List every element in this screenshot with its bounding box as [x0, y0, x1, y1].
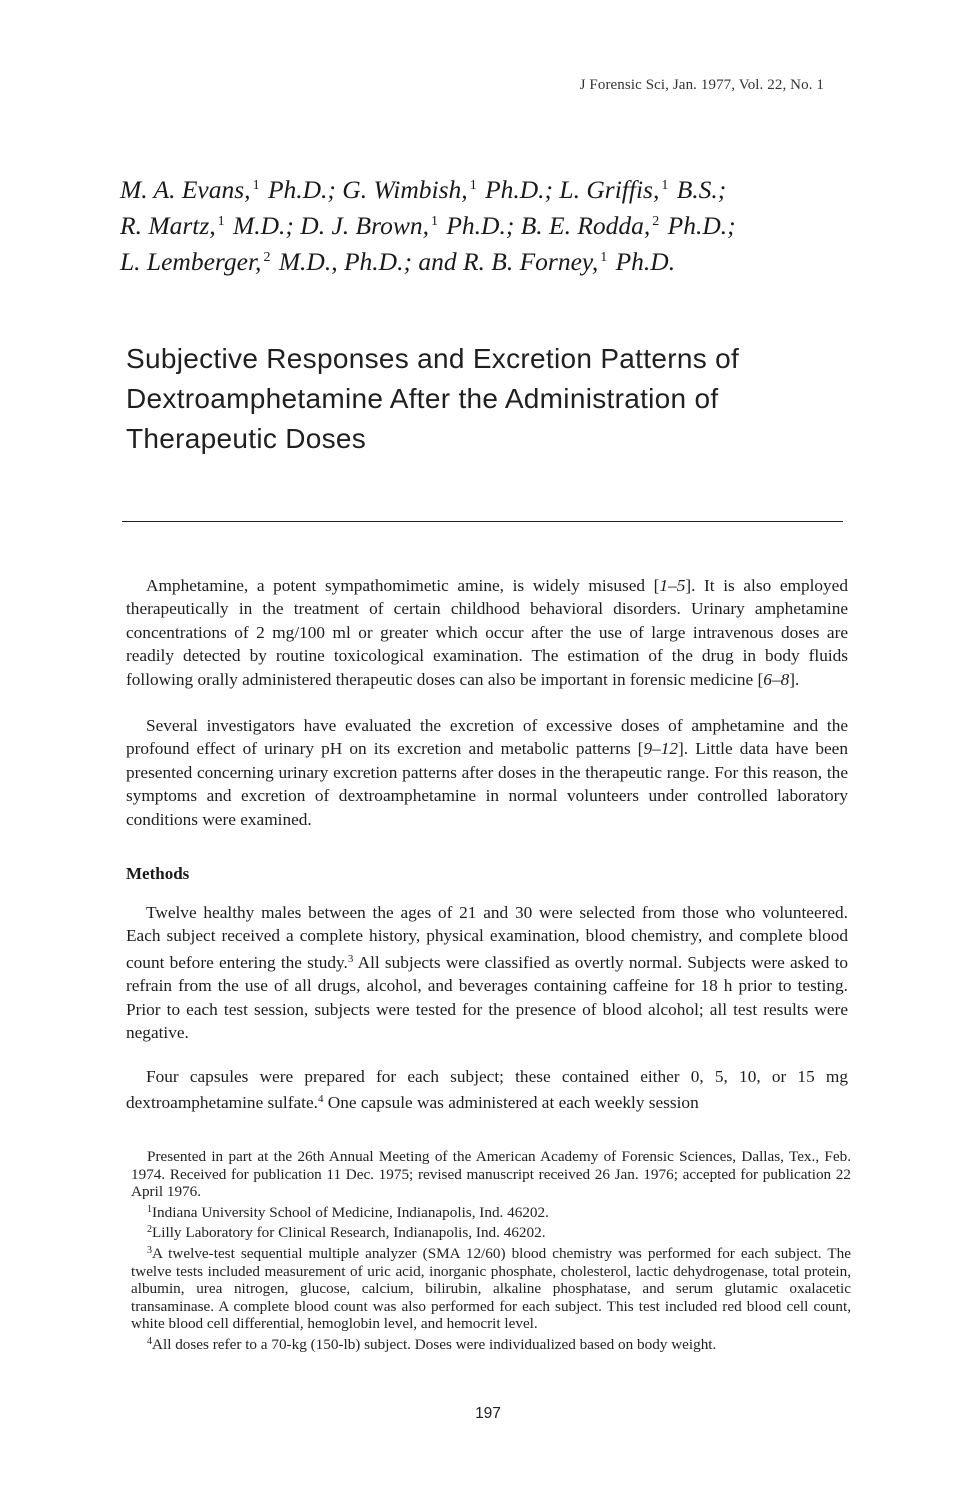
- affiliation-mark: 1: [469, 178, 477, 193]
- footnote-mark: 3: [347, 952, 354, 965]
- footnote-mark: 2: [147, 1224, 152, 1236]
- author-degree: M.D.;: [226, 211, 294, 240]
- journal-reference: J Forensic Sci, Jan. 1977, Vol. 22, No. 1: [579, 77, 824, 93]
- author-name: G. Wimbish,: [335, 175, 468, 204]
- affiliation-mark: 1: [661, 178, 669, 193]
- footnote-text: A twelve-test sequential multiple analyzer (SMA 12/60) blood chemistry was performed for each subject. The twelve tests included measurement of uric acid, inorganic phosphate, cholesterol, lactic dehydrogenase, total protein, albumin, urea nitrogen, glucose, calcium, bilirubin, alkaline phosphatase, and serum glutamic oxalacetic transaminase. A complete blood count was also performed for each subject. This test included red blood cell count, white blood cell differential, hemoglobin level, and hemocrit level.: [131, 1244, 851, 1333]
- affiliation-mark: 1: [600, 250, 608, 265]
- author-degree: M.D., Ph.D.; and: [272, 247, 457, 276]
- author-name: R. Martz,: [120, 211, 216, 240]
- citation-ref: 1–5: [659, 576, 686, 595]
- section-heading-methods: Methods: [126, 864, 190, 883]
- author-degree: B.S.;: [670, 175, 727, 204]
- affiliation-mark: 2: [263, 250, 271, 265]
- paragraph-text: ]. It is also employed therapeutically in the treatment of certain childhood behavioral disorders. Urinary amphetamine concentrations of 2 mg/100 ml or greater which occur after the use of large intravenous doses are readily detected by routine toxicological examination. The estimation of the drug in body fluids following orally administered therapeutic doses can also be important in forensic medicine [: [126, 576, 848, 689]
- paragraph-text: Twelve healthy males between the ages of 21 and 30 were selected from those who volunteered. Each subject received a complete history, physical examination, blood chemistry, and complete blood count before entering the study.: [126, 903, 848, 972]
- paragraph-text: ]. Little data have been presented concerning urinary excretion patterns after doses in the therapeutic range. For this reason, the symptoms and excretion of dextroamphetamine in normal volunteers under controlled laboratory conditions were examined.: [126, 739, 848, 829]
- affiliation-mark: 1: [252, 178, 260, 193]
- author-list: [120, 170, 860, 278]
- author-degree: Ph.D.;: [661, 211, 736, 240]
- footnote-mark: 4: [317, 1093, 324, 1106]
- footnote-text: Indiana University School of Medicine, Indianapolis, Ind. 46202.: [152, 1203, 549, 1221]
- author-degree: Ph.D.;: [478, 175, 554, 204]
- affiliation-mark: 1: [430, 214, 438, 229]
- author-degree: Ph.D.: [609, 247, 676, 276]
- author-name: M. A. Evans,: [120, 175, 251, 204]
- paragraph-text: Several investigators have evaluated the excretion of excessive doses of amphetamine and the profound effect of urinary pH on its excretion and metabolic patterns [: [126, 716, 848, 759]
- footnote: [131, 1221, 851, 1242]
- author-line: [120, 242, 860, 278]
- footnotes: [131, 1148, 851, 1354]
- footnote-presented: Presented in part at the 26th Annual Meeting of the American Academy of Forensic Sciences, Dallas, Tex., Feb. 1974. Received for publication 11 Dec. 1975; revised manuscript received 26 Jan. 1976; accepted for publication 22 April 1976.: [131, 1148, 851, 1201]
- author-name: L. Griffis,: [553, 175, 660, 204]
- paragraph-text: All subjects were classified as overtly normal. Subjects were asked to refrain from the use of all drugs, alcohol, and beverages containing caffeine for 18 h prior to testing. Prior to each test session, subjects were tested for the presence of blood alcohol; all test results were negative.: [126, 952, 849, 1043]
- article-title: [126, 339, 846, 459]
- author-line: [120, 206, 860, 242]
- page-number: 197: [475, 1405, 501, 1422]
- title-line: Therapeutic Doses: [126, 423, 367, 454]
- footnote-mark: 1: [147, 1203, 152, 1215]
- footnote: [131, 1201, 851, 1222]
- footnote-mark: 4: [147, 1335, 152, 1347]
- author-name: D. J. Brown,: [293, 211, 429, 240]
- footnote-text: All doses refer to a 70-kg (150-lb) subject. Doses were individualized based on body weight.: [152, 1335, 717, 1353]
- footnote: [131, 1333, 851, 1354]
- author-name: L. Lemberger,: [120, 247, 262, 276]
- paragraph-text: Four capsules were prepared for each subject; these contained either 0, 5, 10, or 15 mg dextroamphetamine sulfate.: [126, 1067, 848, 1113]
- intro-paragraph-2: [126, 714, 848, 831]
- paragraph-text: Amphetamine, a potent sympathomimetic amine, is widely misused [: [146, 576, 660, 595]
- paragraph-text: ].: [789, 669, 800, 689]
- title-divider: [122, 521, 843, 522]
- author-name: R. B. Forney,: [456, 247, 599, 276]
- footnote: [131, 1242, 851, 1333]
- title-line: Subjective Responses and Excretion Patterns of: [126, 343, 740, 374]
- footnote-text: Lilly Laboratory for Clinical Research, Indianapolis, Ind. 46202.: [152, 1224, 546, 1242]
- intro-paragraph-1: [126, 574, 848, 691]
- citation-ref: 9–12: [643, 739, 679, 759]
- author-degree: Ph.D.;: [261, 175, 336, 204]
- affiliation-mark: 1: [217, 214, 225, 229]
- author-line: [120, 170, 860, 206]
- methods-paragraph-2: [126, 1065, 848, 1115]
- paragraph-text: One capsule was administered at each weekly session: [323, 1093, 699, 1113]
- methods-paragraph-1: [126, 901, 848, 1044]
- footnote-mark: 3: [147, 1244, 152, 1256]
- title-line: Dextroamphetamine After the Administration of: [126, 383, 719, 414]
- affiliation-mark: 2: [652, 214, 660, 229]
- author-degree: Ph.D.;: [439, 211, 515, 240]
- author-name: B. E. Rodda,: [514, 211, 651, 240]
- citation-ref: 6–8: [763, 669, 790, 689]
